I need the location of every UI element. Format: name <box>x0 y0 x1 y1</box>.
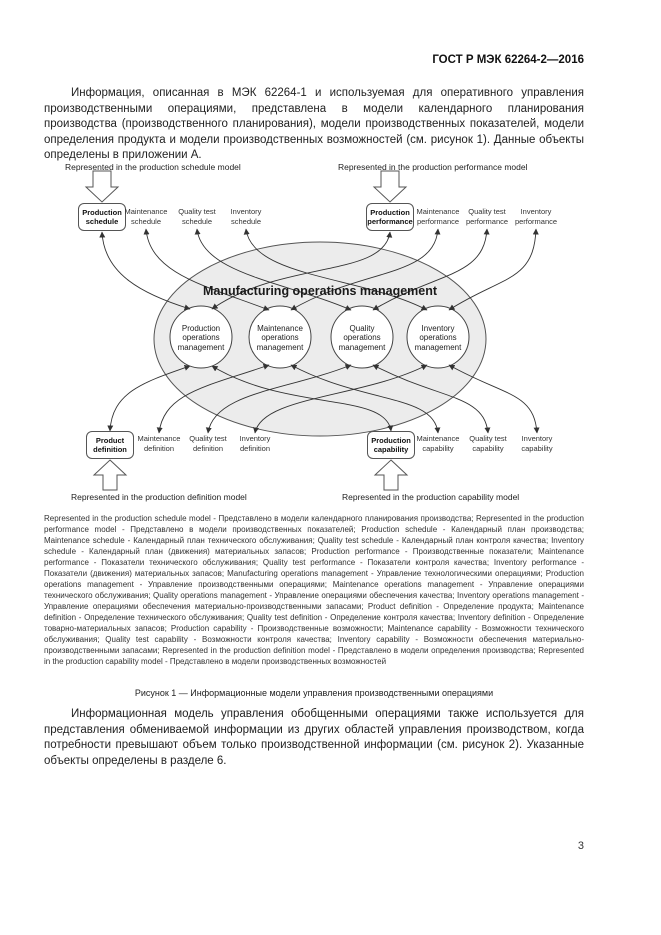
caption-production-definition-model: Represented in the production definition model <box>71 492 247 502</box>
top-item-maintenance-schedule: Maintenance schedule <box>124 207 168 226</box>
bottom-item-inventory-capability: Inventory capability <box>521 434 553 453</box>
top-item-quality-test-schedule: Quality test schedule <box>178 207 216 226</box>
block-arrow-down-icon <box>374 171 406 202</box>
top-item-production-schedule: Production schedule <box>78 203 126 231</box>
bottom-item-production-capability: Production capability <box>367 431 415 459</box>
caption-production-schedule-model: Represented in the production schedule model <box>65 162 241 172</box>
top-item-inventory-performance: Inventory performance <box>514 207 558 226</box>
bottom-item-inventory-definition: Inventory definition <box>239 434 271 453</box>
bottom-item-maintenance-definition: Maintenance definition <box>137 434 181 453</box>
page-number: 3 <box>577 840 584 852</box>
paragraph-intro: Информация, описанная в МЭК 62264-1 и используемая для оперативного управления производственными операциями, представлена в модели календарного планирования производства (производственного планирования), модели производственных показателей, модели определения продукта и модели производственных возможностей (см. рисунок 1). Данные объекты определены в приложении А. <box>44 87 584 161</box>
bottom-item-quality-test-definition: Quality test definition <box>189 434 227 453</box>
circle-label-maintenance-operations: Maintenance operations management <box>256 323 304 352</box>
figure-legend: Represented in the production schedule model - Представлено в модели календарного планирования производства; Represented in the production performance model - Представлено в модели производственных показателей; Production schedule - Календарный план производства; Maintenance schedule - Календарный план технического обслуживания; Quality test schedule - Календарный план контроля качества; Inventory schedule - Календарный план (движения) материальных запасов; Production performance - Производственные показатели; Maintenance performance - Показатели технического обслуживания; Quality test performance - Показатели контроля качества; Inventory performance - Показатели (движения) материальных запасов; Manufacturing operations management - Управление технологическими операциями; Production operations management - Управление производственными операциями; Maintenance operations management - Управление операциями технического обслуживания; Quality operations management - Управление операциями обеспечения качества; Inventory operations management - Управление операциями обеспечения материально-производственными запасами; Product definition - Определение продукта; Maintenance definition - Определение технического обслуживания; Quality test definition - Определение контроля качества; Inventory definition - Определение товарно-материальных запасов; Production capability - Производственные возможности; Maintenance capability - Возможности технического обслуживания; Quality test capability - Возможности контроля качества; Inventory capability - Возможности обеспечения материально-производственными запасами; Represented in the production definition model - Представлено в модели определения производства; Represented in the production capability model - Представлено в модели производственных возможностей <box>44 514 584 666</box>
figure-caption: Рисунок 1 — Информационные модели управления производственными операциями <box>134 688 494 698</box>
top-item-maintenance-performance: Maintenance performance <box>416 207 460 226</box>
top-item-inventory-schedule: Inventory schedule <box>230 207 262 226</box>
bottom-item-quality-test-capability: Quality test capability <box>469 434 507 453</box>
circle-label-inventory-operations: Inventory operations management <box>414 323 462 352</box>
top-item-quality-test-performance: Quality test performance <box>465 207 509 226</box>
figure-1-diagram <box>44 162 584 508</box>
block-arrow-up-icon <box>94 460 126 490</box>
bottom-item-maintenance-capability: Maintenance capability <box>416 434 460 453</box>
block-arrow-down-icon <box>86 171 118 202</box>
block-arrow-up-icon <box>375 460 407 490</box>
mom-ellipse-title: Manufacturing operations management <box>202 284 438 298</box>
circle-label-quality-operations: Quality operations management <box>338 323 386 352</box>
document-number: ГОСТ Р МЭК 62264-2—2016 <box>432 54 584 66</box>
paragraph-generic-model: Информационная модель управления обобщенными операциями также используется для представления обмениваемой информации из других областей управления производством, когда потребности превышают объем только производственной информации (см. рисунок 2). Указанные объекты определены в разделе 6. <box>44 708 584 767</box>
caption-production-performance-model: Represented in the production performance model <box>338 162 528 172</box>
circle-label-production-operations: Production operations management <box>177 323 225 352</box>
caption-production-capability-model: Represented in the production capability model <box>342 492 520 502</box>
top-item-production-performance: Production performance <box>366 203 414 231</box>
bottom-item-product-definition: Product definition <box>86 431 134 459</box>
